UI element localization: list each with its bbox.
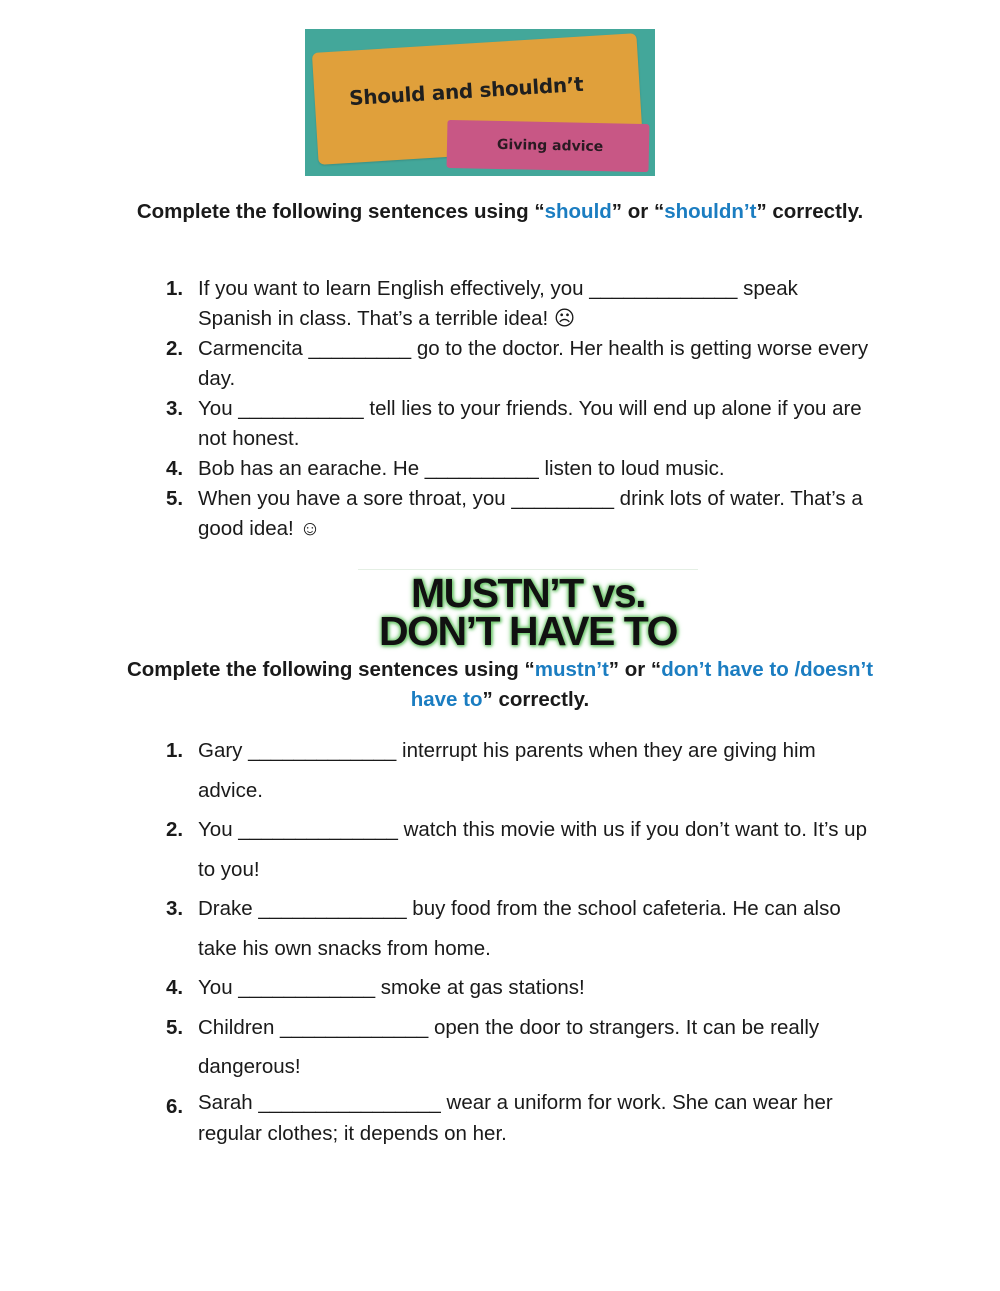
item-number: 2. — [166, 818, 184, 841]
banner-title: Should and shouldn’t — [348, 71, 584, 111]
exercise-item — [166, 394, 876, 454]
instr-text: ” or “ — [608, 658, 662, 681]
item-text: When you have a sore throat, you _________ drink lots of water. That’s a good idea! ☺ — [198, 487, 863, 540]
exercise-item — [166, 334, 876, 394]
exercise-item — [166, 889, 876, 968]
item-number: 4. — [166, 976, 184, 999]
section1-exercise-list — [166, 274, 876, 544]
item-text: If you want to learn English effectively, you _____________ speak Spanish in class. That’s a terrible idea! ☹ — [198, 277, 798, 330]
item-number: 1. — [166, 739, 184, 762]
item-number: 5. — [166, 487, 184, 510]
exercise-item — [166, 1008, 876, 1087]
instr-text: ” correctly. — [756, 200, 864, 223]
item-number: 2. — [166, 337, 184, 360]
item-text: Children _____________ open the door to strangers. It can be really dangerous! — [198, 1015, 820, 1078]
mustnt-vs-dont-have-to-heading — [358, 569, 698, 652]
item-number: 6. — [166, 1094, 184, 1118]
exercise-item — [166, 968, 876, 1008]
item-text: You ______________ watch this movie with us if you don’t want to. It’s up to you! — [198, 818, 867, 881]
section1-instructions — [120, 197, 880, 227]
instr-text: ” or “ — [611, 200, 665, 223]
instr-text: Complete the following sentences using “ — [126, 658, 535, 681]
section2-instructions — [120, 655, 880, 715]
heading-line-1: MUSTN’T vs. — [410, 570, 646, 616]
item-text: Sarah ________________ wear a uniform for work. She can wear her regular clothes; it depends on her. — [198, 1090, 833, 1145]
item-text: You ___________ tell lies to your friends. You will end up alone if you are not honest. — [198, 397, 862, 450]
keyword-dont-have-to: don’t have to /doesn’t have to — [410, 658, 874, 711]
keyword-mustnt: mustn’t — [534, 658, 609, 681]
exercise-item — [166, 731, 876, 810]
exercise-item — [166, 810, 876, 889]
exercise-item — [166, 1087, 876, 1149]
item-number: 3. — [166, 397, 184, 420]
item-text: You ____________ smoke at gas stations! — [198, 976, 585, 999]
keyword-should: should — [544, 200, 612, 223]
item-number: 4. — [166, 457, 184, 480]
instr-text: Complete the following sentences using “ — [136, 200, 545, 223]
item-text: Gary _____________ interrupt his parents when they are giving him advice. — [198, 739, 816, 802]
instr-text: ” correctly. — [482, 688, 590, 711]
exercise-item — [166, 454, 876, 484]
item-text: Bob has an earache. He __________ listen to loud music. — [198, 457, 725, 480]
keyword-shouldnt: shouldn’t — [664, 200, 757, 223]
item-text: Carmencita _________ go to the doctor. Her health is getting worse every day. — [198, 337, 869, 390]
item-number: 3. — [166, 897, 184, 920]
banner-image — [305, 29, 655, 176]
item-number: 1. — [166, 277, 184, 300]
banner-subtitle: Giving advice — [496, 136, 604, 156]
section2-exercise-list — [166, 731, 876, 1149]
exercise-item — [166, 274, 876, 334]
item-number: 5. — [166, 1015, 184, 1039]
heading-line-2: DON’T HAVE TO — [379, 608, 677, 654]
item-text: Drake _____________ buy food from the school cafeteria. He can also take his own snacks from home. — [198, 897, 841, 960]
exercise-item — [166, 484, 876, 544]
